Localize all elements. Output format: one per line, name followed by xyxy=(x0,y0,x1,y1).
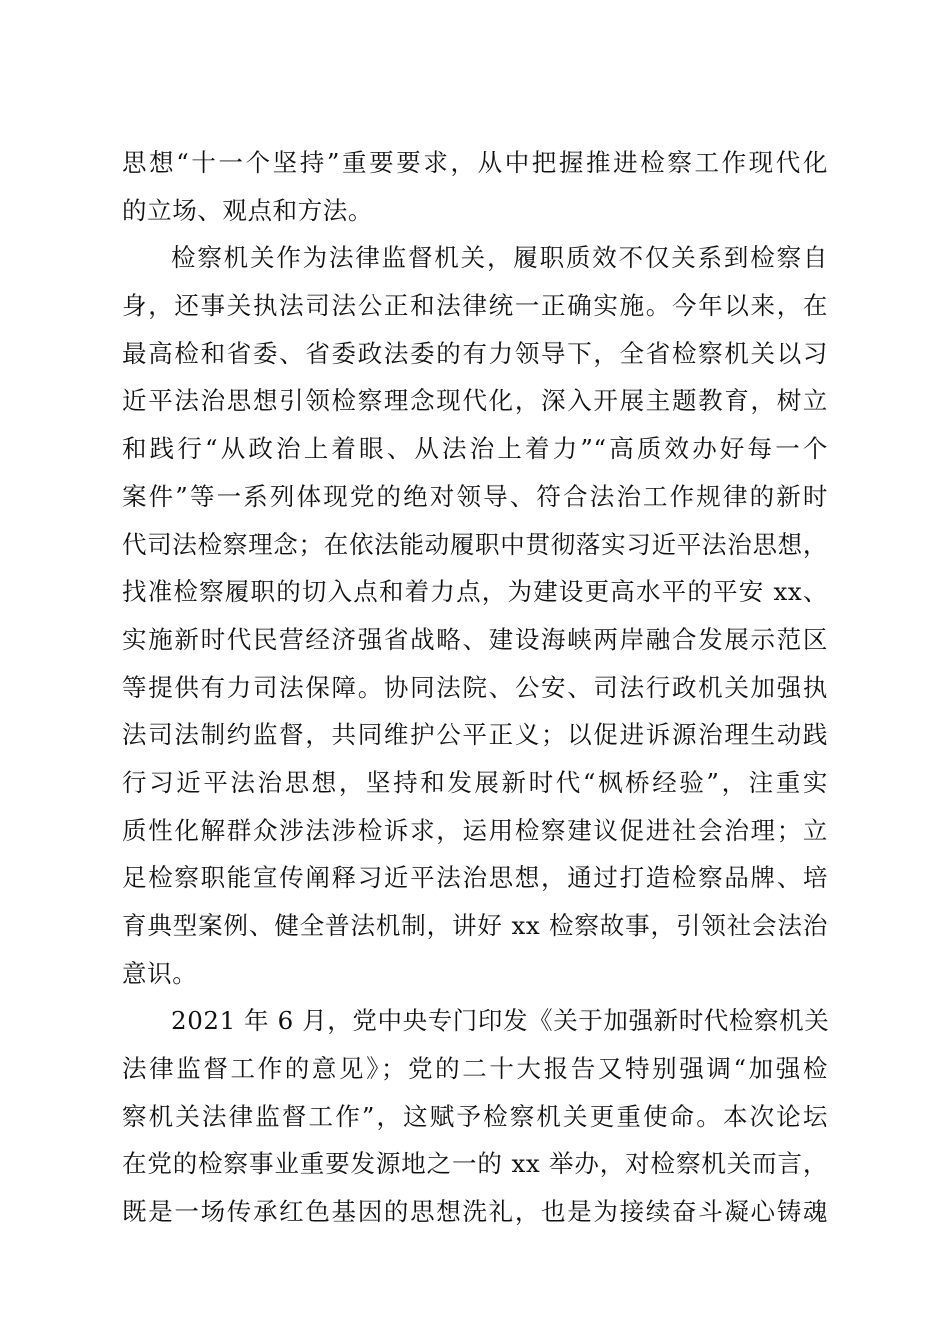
paragraph-3 xyxy=(122,997,828,1235)
text-line: 察机关法律监督工作”，这赋予检察机关更重使命。本次论坛 xyxy=(122,1101,828,1131)
text-line: 和践行“从政治上着眼、从法治上着力”“高质效办好每一个 xyxy=(122,434,828,464)
text-line: 找准检察履职的切入点和着力点，为建设更高水平的平安 xx、 xyxy=(122,577,828,607)
text-line: 法司法制约监督，共同维护公平正义；以促进诉源治理生动践 xyxy=(122,720,828,750)
text-line: 足检察职能宣传阐释习近平法治思想，通过打造检察品牌、培 xyxy=(122,863,828,893)
text-line: 最高检和省委、省委政法委的有力领导下，全省检察机关以习 xyxy=(122,338,828,368)
text-line: 育典型案例、健全普法机制，讲好 xx 检察故事，引领社会法治 xyxy=(122,911,828,940)
text-line: 意识。 xyxy=(122,958,198,988)
text-line: 行习近平法治思想，坚持和发展新时代“枫桥经验”，注重实 xyxy=(122,767,828,797)
document-body xyxy=(122,139,828,1236)
text-line: 思想“十一个坚持”重要要求，从中把握推进检察工作现代化 xyxy=(122,148,828,177)
text-line: 等提供有力司法保障。协同法院、公安、司法行政机关加强执 xyxy=(122,672,828,702)
text-line: 既是一场传承红色基因的思想洗礼，也是为接续奋斗凝心铸魂 xyxy=(122,1197,828,1227)
text-line: 法律监督工作的意见》；党的二十大报告又特别强调“加强检 xyxy=(122,1054,828,1084)
text-line: 近平法治思想引领检察理念现代化，深入开展主题教育，树立 xyxy=(122,386,828,416)
paragraph-1 xyxy=(122,139,828,234)
text-line: 2021 年 6 月，党中央专门印发《关于加强新时代检察机关 xyxy=(171,1006,830,1036)
paragraph-2 xyxy=(122,234,828,997)
text-line: 在党的检察事业重要发源地之一的 xx 举办，对检察机关而言， xyxy=(122,1149,828,1179)
text-line: 案件”等一系列体现党的绝对领导、符合法治工作规律的新时 xyxy=(122,481,828,511)
text-line: 检察机关作为法律监督机关，履职质效不仅关系到检察自 xyxy=(171,243,828,273)
text-line: 身，还事关执法司法公正和法律统一正确实施。今年以来，在 xyxy=(122,291,828,321)
text-line: 代司法检察理念；在依法能动履职中贯彻落实习近平法治思想， xyxy=(122,529,828,559)
text-line: 实施新时代民营经济强省战略、建设海峡两岸融合发展示范区 xyxy=(122,624,828,654)
text-line: 的立场、观点和方法。 xyxy=(122,195,373,225)
text-line: 质性化解群众涉法涉检诉求，运用检察建议促进社会治理；立 xyxy=(122,815,828,845)
